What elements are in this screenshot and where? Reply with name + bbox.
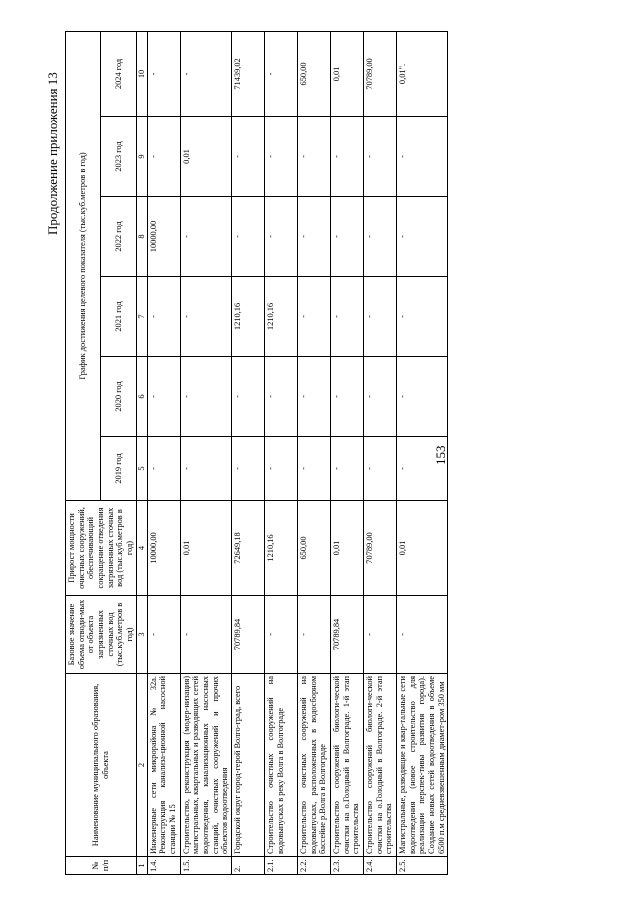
row-y2023: - (330, 117, 363, 197)
row-y2023: - (297, 117, 330, 197)
row-y2020: - (180, 357, 231, 437)
row-y2019: - (363, 437, 396, 501)
page-number: 153 (433, 445, 448, 465)
row-y2022: - (264, 197, 297, 277)
row-y2024: 70789,00 (363, 31, 396, 116)
row-name: Инженерные сети микрорайона № 32а. Реконструкция канализа-ционной насосной станции № 15 (147, 674, 180, 857)
row-y2019: - (297, 437, 330, 501)
table-row (330, 31, 363, 874)
table-row (396, 31, 447, 874)
continuation-title: Продолжение приложения 13 (45, 72, 60, 235)
row-y2024: - (180, 31, 231, 116)
row-growth: 0,01 (396, 501, 447, 596)
header-year: 2021 год (101, 277, 136, 357)
row-y2019: - (330, 437, 363, 501)
row-growth: 0,01 (180, 501, 231, 596)
row-y2019: - (180, 437, 231, 501)
column-number: 1 (136, 857, 147, 875)
row-y2021: - (330, 277, 363, 357)
column-number-row (136, 31, 147, 874)
row-num: 2.5. (396, 857, 447, 875)
row-growth: 70789,00 (363, 501, 396, 596)
header-year: 2022 год (101, 197, 136, 277)
row-base: - (264, 596, 297, 674)
row-num: 2. (231, 857, 264, 875)
header-year: 2024 год (101, 31, 136, 116)
column-number: 10 (136, 31, 147, 116)
header-base: Базовое значение объема отводи-мых от объекта загрязненных сточных вод (тыс.куб.метров в год) (66, 596, 137, 674)
row-base: - (297, 596, 330, 674)
row-y2020: - (396, 357, 447, 437)
row-y2023: 0,01 (180, 117, 231, 197)
row-y2023: - (147, 117, 180, 197)
row-y2022: - (330, 197, 363, 277)
row-y2024: 0,01". (396, 31, 447, 116)
row-y2024: 0,01 (330, 31, 363, 116)
row-y2023: - (231, 117, 264, 197)
header-year: 2023 год (101, 117, 136, 197)
row-y2024: 650,00 (297, 31, 330, 116)
row-num: 2.4. (363, 857, 396, 875)
row-y2019: - (396, 437, 447, 501)
row-growth: 1210,16 (264, 501, 297, 596)
row-growth: 10000,00 (147, 501, 180, 596)
table-row (231, 31, 264, 874)
row-base: 70789,84 (231, 596, 264, 674)
column-number: 4 (136, 501, 147, 596)
row-name: Городской округ город-герой Волго-град, всего (231, 674, 264, 857)
row-name: Строительство очистных сооружений на водовыпусках в реку Волга в Волгограде (264, 674, 297, 857)
row-y2022: - (363, 197, 396, 277)
row-base: - (180, 596, 231, 674)
row-name: Строительство сооружений биологи-ческой очистки на о.Голодный в Волгограде. 2-й этап строительства (363, 674, 396, 857)
row-y2021: - (396, 277, 447, 357)
data-table (65, 31, 448, 875)
header-year: 2020 год (101, 357, 136, 437)
table-row (363, 31, 396, 874)
row-y2022: - (297, 197, 330, 277)
row-y2020: - (363, 357, 396, 437)
table-row (297, 31, 330, 874)
row-y2020: - (330, 357, 363, 437)
row-y2019: - (231, 437, 264, 501)
column-number: 2 (136, 674, 147, 857)
row-num: 1.5. (180, 857, 231, 875)
row-num: 1.4. (147, 857, 180, 875)
column-number: 6 (136, 357, 147, 437)
row-y2022: 10000,00 (147, 197, 180, 277)
row-y2020: - (264, 357, 297, 437)
row-y2020: - (297, 357, 330, 437)
header-name: Наименование муниципального образования, объекта (66, 674, 137, 857)
row-y2020: - (147, 357, 180, 437)
row-y2021: - (363, 277, 396, 357)
row-num: 2.2. (297, 857, 330, 875)
column-number: 8 (136, 197, 147, 277)
row-num: 2.1. (264, 857, 297, 875)
row-y2021: - (180, 277, 231, 357)
header-growth: Прирост мощности очистных сооружений, обеспечивающий сокращение отведения загрязненных сточных вод (тыс.куб.метров в год) (66, 501, 137, 596)
row-y2022: - (396, 197, 447, 277)
row-growth: 72649,18 (231, 501, 264, 596)
row-name: Магистральные, разводящие и квар-тальные сети водоотведения (новое строительство для реализации перспек-тивы развития города). Создание новых сетей водоотведения в объеме 6500 п.м средневзвешенным диамет-ром 350 мм (396, 674, 447, 857)
row-growth: 0,01 (330, 501, 363, 596)
column-number: 7 (136, 277, 147, 357)
row-y2020: - (231, 357, 264, 437)
column-number: 9 (136, 117, 147, 197)
row-y2024: - (264, 31, 297, 116)
row-y2021: - (297, 277, 330, 357)
row-y2022: - (180, 197, 231, 277)
row-y2022: - (231, 197, 264, 277)
column-number: 5 (136, 437, 147, 501)
header-year: 2019 год (101, 437, 136, 501)
row-name: Строительство, реконструкция (модер-низация) магистральных, квартальных и разводящих сетей водоотведения, канализационных насосных станций, очистных сооружений и прочих объектов водоотведения (180, 674, 231, 857)
header-schedule: График достижения целевого показателя (тыс.куб.метров в год) (66, 31, 101, 500)
header-num: № п/п (66, 857, 137, 875)
row-y2023: - (396, 117, 447, 197)
table-row (180, 31, 231, 874)
row-y2024: - (147, 31, 180, 116)
row-y2021: - (147, 277, 180, 357)
row-base: 70789,84 (330, 596, 363, 674)
row-name: Строительство сооружений биологи-ческой очистки на о.Голодный в Волгограде. 1-й этап строительства (330, 674, 363, 857)
row-y2019: - (147, 437, 180, 501)
row-name: Строительство очистных сооружений на водовыпусках, расположенных в водосборном бассейне р.Волга в Волгограде (297, 674, 330, 857)
column-number: 3 (136, 596, 147, 674)
row-y2019: - (264, 437, 297, 501)
row-num: 2.3. (330, 857, 363, 875)
row-growth: 650,00 (297, 501, 330, 596)
row-y2023: - (363, 117, 396, 197)
row-base: - (396, 596, 447, 674)
header-row (66, 31, 101, 874)
row-y2024: 71439,02 (231, 31, 264, 116)
row-base: - (363, 596, 396, 674)
row-y2021: 1210,16 (231, 277, 264, 357)
table-row (147, 31, 180, 874)
row-base: - (147, 596, 180, 674)
table-row (264, 31, 297, 874)
row-y2023: - (264, 117, 297, 197)
row-y2021: 1210,16 (264, 277, 297, 357)
